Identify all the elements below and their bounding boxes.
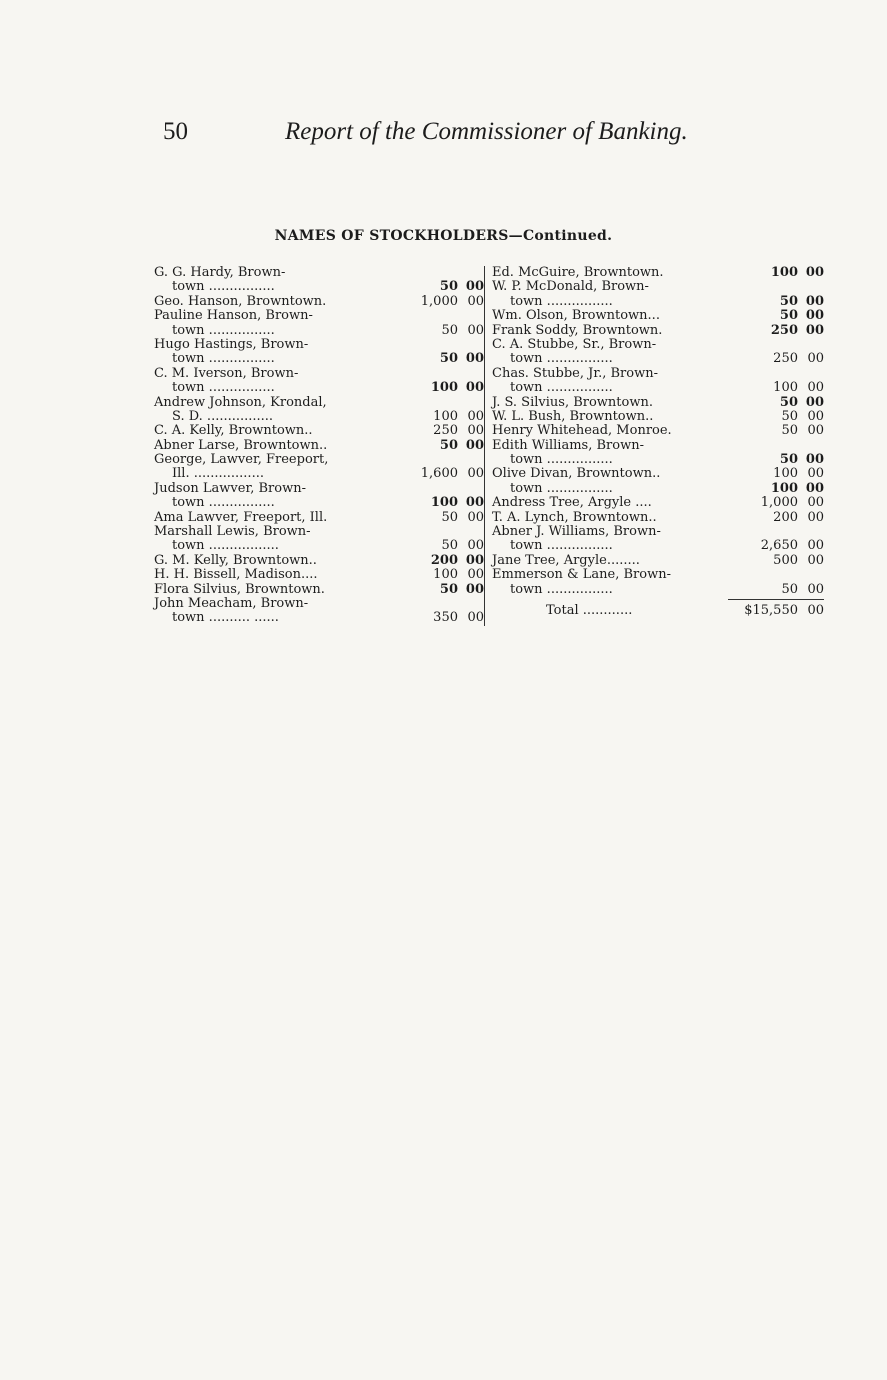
amount-dollars: 250 xyxy=(770,322,798,338)
stockholder-name: Marshall Lewis, Brown- xyxy=(154,524,311,540)
stockholder-entry xyxy=(154,568,484,582)
stockholder-name-continued: town ................. xyxy=(172,538,279,554)
stock-amount xyxy=(734,482,824,496)
stock-amount xyxy=(734,511,824,525)
stockholder-name: Abner J. Williams, Brown- xyxy=(492,524,661,540)
amount-dollars: 50 xyxy=(439,581,458,597)
stockholder-name: T. A. Lynch, Browntown.. xyxy=(492,509,657,525)
amount-cents: 00 xyxy=(807,380,824,396)
amount-dollars: 50 xyxy=(439,351,458,367)
entry-line xyxy=(154,453,484,467)
stockholder-name: C. A. Kelly, Browntown.. xyxy=(154,423,313,439)
amount-dollars: 100 xyxy=(770,480,798,496)
stock-amount xyxy=(394,568,484,582)
amount-cents: 00 xyxy=(465,552,484,568)
stockholder-entry xyxy=(492,554,824,568)
amount-cents: 00 xyxy=(467,567,484,583)
amount-cents: 00 xyxy=(807,351,824,367)
stock-amount xyxy=(734,554,824,568)
amount-dollars: 50 xyxy=(781,408,798,424)
entry-line xyxy=(492,367,824,381)
total-dollars: $15,550 xyxy=(744,602,798,618)
amount-dollars: 50 xyxy=(779,394,798,410)
stock-amount xyxy=(734,324,824,338)
stock-amount xyxy=(394,554,484,568)
amount-cents: 00 xyxy=(467,322,484,338)
entry-line xyxy=(492,266,824,280)
entry-line xyxy=(492,295,824,309)
stockholder-name: Ed. McGuire, Browntown. xyxy=(492,265,664,280)
amount-dollars: 250 xyxy=(773,351,798,367)
stockholder-name: George, Lawver, Freeport, xyxy=(154,452,329,468)
stock-amount xyxy=(394,583,484,597)
amount-dollars: 50 xyxy=(781,423,798,439)
amount-cents: 00 xyxy=(467,466,484,482)
entry-line xyxy=(492,482,824,496)
amount-dollars: 100 xyxy=(770,265,798,280)
entry-line xyxy=(154,367,484,381)
stockholder-entry xyxy=(154,525,484,554)
amount-cents: 00 xyxy=(807,495,824,511)
stockholder-name: C. A. Stubbe, Sr., Brown- xyxy=(492,336,657,352)
stock-amount xyxy=(734,266,824,280)
stockholder-entry xyxy=(492,324,824,338)
entry-line xyxy=(492,324,824,338)
stockholder-entry xyxy=(492,424,824,438)
running-title: Report of the Commissioner of Banking. xyxy=(285,118,688,145)
amount-dollars: 50 xyxy=(441,509,458,525)
stockholder-entry xyxy=(492,467,824,481)
entry-line xyxy=(154,482,484,496)
stock-amount xyxy=(734,396,824,410)
amount-dollars: 100 xyxy=(773,466,798,482)
stock-amount xyxy=(394,381,484,395)
amount-cents: 00 xyxy=(807,552,824,568)
amount-dollars: 200 xyxy=(773,509,798,525)
stockholder-entry xyxy=(154,295,484,309)
amount-dollars: 1,000 xyxy=(760,495,798,511)
entry-line xyxy=(154,424,484,438)
entry-line xyxy=(154,511,484,525)
stock-amount xyxy=(394,324,484,338)
amount-dollars: 100 xyxy=(433,567,458,583)
amount-cents: 00 xyxy=(467,293,484,309)
amount-dollars: 50 xyxy=(439,279,458,295)
stockholder-entry xyxy=(154,396,484,425)
stock-amount xyxy=(734,539,824,553)
amount-cents: 00 xyxy=(807,408,824,424)
stockholder-name: G. G. Hardy, Brown- xyxy=(154,265,286,280)
amount-dollars: 2,650 xyxy=(760,538,798,554)
entry-line xyxy=(492,568,824,582)
stock-amount xyxy=(394,611,484,625)
amount-dollars: 50 xyxy=(779,293,798,309)
amount-dollars: 50 xyxy=(779,452,798,468)
stockholder-name: Edith Williams, Brown- xyxy=(492,437,644,453)
stockholder-name: Judson Lawver, Brown- xyxy=(154,480,306,496)
stockholder-entry xyxy=(492,568,824,597)
stockholder-name: Flora Silvius, Browntown. xyxy=(154,581,325,597)
stock-amount xyxy=(394,410,484,424)
amount-cents: 00 xyxy=(465,380,484,396)
amount-cents: 00 xyxy=(807,538,824,554)
stockholder-name-continued: town ................ xyxy=(172,380,275,396)
stockholder-name-continued: town ................ xyxy=(510,538,613,554)
entry-line xyxy=(492,511,824,525)
amount-dollars: 100 xyxy=(430,380,458,396)
entry-line xyxy=(492,338,824,352)
entry-line xyxy=(492,381,824,395)
entry-line xyxy=(492,410,824,424)
amount-cents: 00 xyxy=(807,509,824,525)
entry-line xyxy=(492,467,824,481)
amount-dollars: 1,000 xyxy=(420,293,458,309)
stock-amount xyxy=(734,424,824,438)
amount-dollars: 50 xyxy=(441,322,458,338)
stock-amount xyxy=(394,424,484,438)
stockholder-name-continued: town ................ xyxy=(510,380,613,396)
section-title: NAMES OF STOCKHOLDERS—Continued. xyxy=(274,228,613,244)
amount-dollars: 250 xyxy=(433,423,458,439)
stock-amount xyxy=(394,539,484,553)
stockholder-name-continued: town .......... ...... xyxy=(172,610,279,626)
amount-dollars: 1,600 xyxy=(420,466,458,482)
stockholder-name: Andress Tree, Argyle .... xyxy=(492,495,652,511)
entry-line xyxy=(154,539,484,553)
stock-amount xyxy=(734,453,824,467)
page-number: 50 xyxy=(163,118,188,145)
entry-line xyxy=(154,324,484,338)
amount-cents: 00 xyxy=(805,265,824,280)
stockholder-name: H. H. Bissell, Madison.... xyxy=(154,567,318,583)
stockholder-name-continued: town ................ xyxy=(172,322,275,338)
amount-cents: 00 xyxy=(807,423,824,439)
entry-line xyxy=(154,467,484,481)
stockholder-name: Pauline Hanson, Brown- xyxy=(154,308,313,324)
total-rule xyxy=(728,599,824,600)
entry-line xyxy=(154,410,484,424)
stock-amount xyxy=(734,381,824,395)
amount-cents: 00 xyxy=(465,495,484,511)
entry-line xyxy=(492,439,824,453)
entry-line xyxy=(492,396,824,410)
entry-line xyxy=(154,280,484,294)
stockholder-name: W. L. Bush, Browntown.. xyxy=(492,408,654,424)
entry-line xyxy=(492,583,824,597)
stockholder-entry xyxy=(154,338,484,367)
stockholder-name-continued: town ................ xyxy=(510,480,613,496)
stockholder-name: John Meacham, Brown- xyxy=(154,595,309,611)
stockholder-entry xyxy=(154,583,484,597)
stock-amount xyxy=(394,511,484,525)
entry-line xyxy=(154,496,484,510)
entry-line xyxy=(492,525,824,539)
stock-amount xyxy=(394,496,484,510)
stockholder-name-continued: town ................ xyxy=(172,279,275,295)
total-amount xyxy=(714,604,824,618)
entry-line xyxy=(492,496,824,510)
stockholder-name-continued: town ................ xyxy=(510,452,613,468)
stockholder-entry xyxy=(492,410,824,424)
entry-line xyxy=(154,525,484,539)
stockholder-name: Frank Soddy, Browntown. xyxy=(492,322,663,338)
stockholder-name-continued: town ................ xyxy=(510,581,613,597)
right-column xyxy=(492,266,824,618)
amount-dollars: 100 xyxy=(430,495,458,511)
amount-cents: 00 xyxy=(465,437,484,453)
entry-line xyxy=(154,568,484,582)
total-label: Total ............ xyxy=(546,602,633,618)
amount-dollars: 200 xyxy=(430,552,458,568)
stockholder-entry xyxy=(154,597,484,626)
stockholder-name: Andrew Johnson, Krondal, xyxy=(154,394,327,410)
entry-line xyxy=(492,453,824,467)
stockholder-name: Ama Lawver, Freeport, Ill. xyxy=(154,509,328,525)
amount-cents: 00 xyxy=(807,581,824,597)
amount-dollars: 100 xyxy=(773,380,798,396)
stockholder-entry xyxy=(492,266,824,280)
stockholder-name: G. M. Kelly, Browntown.. xyxy=(154,552,317,568)
stockholder-entry xyxy=(492,439,824,468)
amount-dollars: 500 xyxy=(773,552,798,568)
page-header xyxy=(163,118,703,158)
stockholder-entry xyxy=(492,367,824,396)
stock-amount xyxy=(394,352,484,366)
stockholder-entry xyxy=(154,424,484,438)
stock-amount xyxy=(394,280,484,294)
entry-line xyxy=(492,554,824,568)
stockholder-entry xyxy=(492,525,824,554)
stock-amount xyxy=(394,295,484,309)
stock-amount xyxy=(394,467,484,481)
stockholder-name: Olive Divan, Browntown.. xyxy=(492,466,661,482)
entry-line xyxy=(154,338,484,352)
stockholder-entry xyxy=(154,266,484,295)
stockholder-entry xyxy=(492,396,824,410)
amount-dollars: 50 xyxy=(779,308,798,324)
amount-cents: 00 xyxy=(805,322,824,338)
entry-line xyxy=(154,597,484,611)
stockholder-name: Jane Tree, Argyle........ xyxy=(492,552,640,568)
stockholder-name: Geo. Hanson, Browntown. xyxy=(154,293,327,309)
stockholder-name: Henry Whitehead, Monroe. xyxy=(492,423,672,439)
stockholder-entry xyxy=(492,511,824,525)
stockholder-name: C. M. Iverson, Brown- xyxy=(154,365,299,381)
stockholder-name: W. P. McDonald, Brown- xyxy=(492,279,649,295)
entry-line xyxy=(154,266,484,280)
stock-amount xyxy=(734,309,824,323)
entry-line xyxy=(492,309,824,323)
stockholder-name: Chas. Stubbe, Jr., Brown- xyxy=(492,365,658,381)
total-cents: 00 xyxy=(807,602,824,618)
amount-cents: 00 xyxy=(467,408,484,424)
amount-dollars: 100 xyxy=(433,408,458,424)
entry-line xyxy=(154,396,484,410)
stockholder-entry xyxy=(154,439,484,453)
stockholder-name-continued: Ill. ................. xyxy=(172,466,264,482)
amount-cents: 00 xyxy=(805,452,824,468)
amount-cents: 00 xyxy=(465,351,484,367)
stock-amount xyxy=(734,352,824,366)
stockholder-name-continued: town ................ xyxy=(510,351,613,367)
amount-cents: 00 xyxy=(465,279,484,295)
stockholder-name-continued: S. D. ................ xyxy=(172,408,274,424)
left-column xyxy=(154,266,484,626)
stockholder-entry xyxy=(154,511,484,525)
amount-cents: 00 xyxy=(467,610,484,626)
stock-amount xyxy=(394,439,484,453)
stockholder-entry xyxy=(492,280,824,309)
stockholder-name: Hugo Hastings, Brown- xyxy=(154,336,309,352)
amount-cents: 00 xyxy=(467,423,484,439)
stockholder-entry xyxy=(492,482,824,496)
amount-dollars: 50 xyxy=(441,538,458,554)
stockholder-entry xyxy=(492,496,824,510)
stockholder-name: J. S. Silvius, Browntown. xyxy=(492,394,653,410)
entry-line xyxy=(154,309,484,323)
entry-line xyxy=(492,424,824,438)
stockholder-entry xyxy=(154,482,484,511)
amount-dollars: 50 xyxy=(439,437,458,453)
stockholder-entry xyxy=(154,309,484,338)
stockholder-name: Abner Larse, Browntown.. xyxy=(154,437,328,453)
entry-line xyxy=(492,280,824,294)
column-divider xyxy=(484,266,485,626)
amount-cents: 00 xyxy=(805,480,824,496)
stockholder-entry xyxy=(154,367,484,396)
stockholder-name: Wm. Olson, Browntown... xyxy=(492,308,660,324)
entry-line xyxy=(492,539,824,553)
amount-cents: 00 xyxy=(805,308,824,324)
entry-line xyxy=(154,611,484,625)
entry-line xyxy=(492,352,824,366)
stockholder-entry xyxy=(492,309,824,323)
amount-cents: 00 xyxy=(467,509,484,525)
entry-line xyxy=(154,295,484,309)
amount-cents: 00 xyxy=(805,394,824,410)
stockholder-name-continued: town ................ xyxy=(172,351,275,367)
stock-amount xyxy=(734,410,824,424)
stockholder-name-continued: town ................ xyxy=(510,293,613,309)
amount-dollars: 50 xyxy=(781,581,798,597)
stockholder-entry xyxy=(154,453,484,482)
stockholder-name-continued: town ................ xyxy=(172,495,275,511)
amount-cents: 00 xyxy=(465,581,484,597)
entry-line xyxy=(154,583,484,597)
entry-line xyxy=(154,554,484,568)
entry-line xyxy=(154,439,484,453)
stock-amount xyxy=(734,467,824,481)
stockholder-entry xyxy=(154,554,484,568)
stockholder-entry xyxy=(492,338,824,367)
entry-line xyxy=(154,381,484,395)
amount-dollars: 350 xyxy=(433,610,458,626)
entry-line xyxy=(154,352,484,366)
stockholder-name: Emmerson & Lane, Brown- xyxy=(492,567,671,583)
stock-amount xyxy=(734,583,824,597)
stock-amount xyxy=(734,496,824,510)
amount-cents: 00 xyxy=(467,538,484,554)
total-row xyxy=(492,604,824,618)
stock-amount xyxy=(734,295,824,309)
amount-cents: 00 xyxy=(805,293,824,309)
amount-cents: 00 xyxy=(807,466,824,482)
